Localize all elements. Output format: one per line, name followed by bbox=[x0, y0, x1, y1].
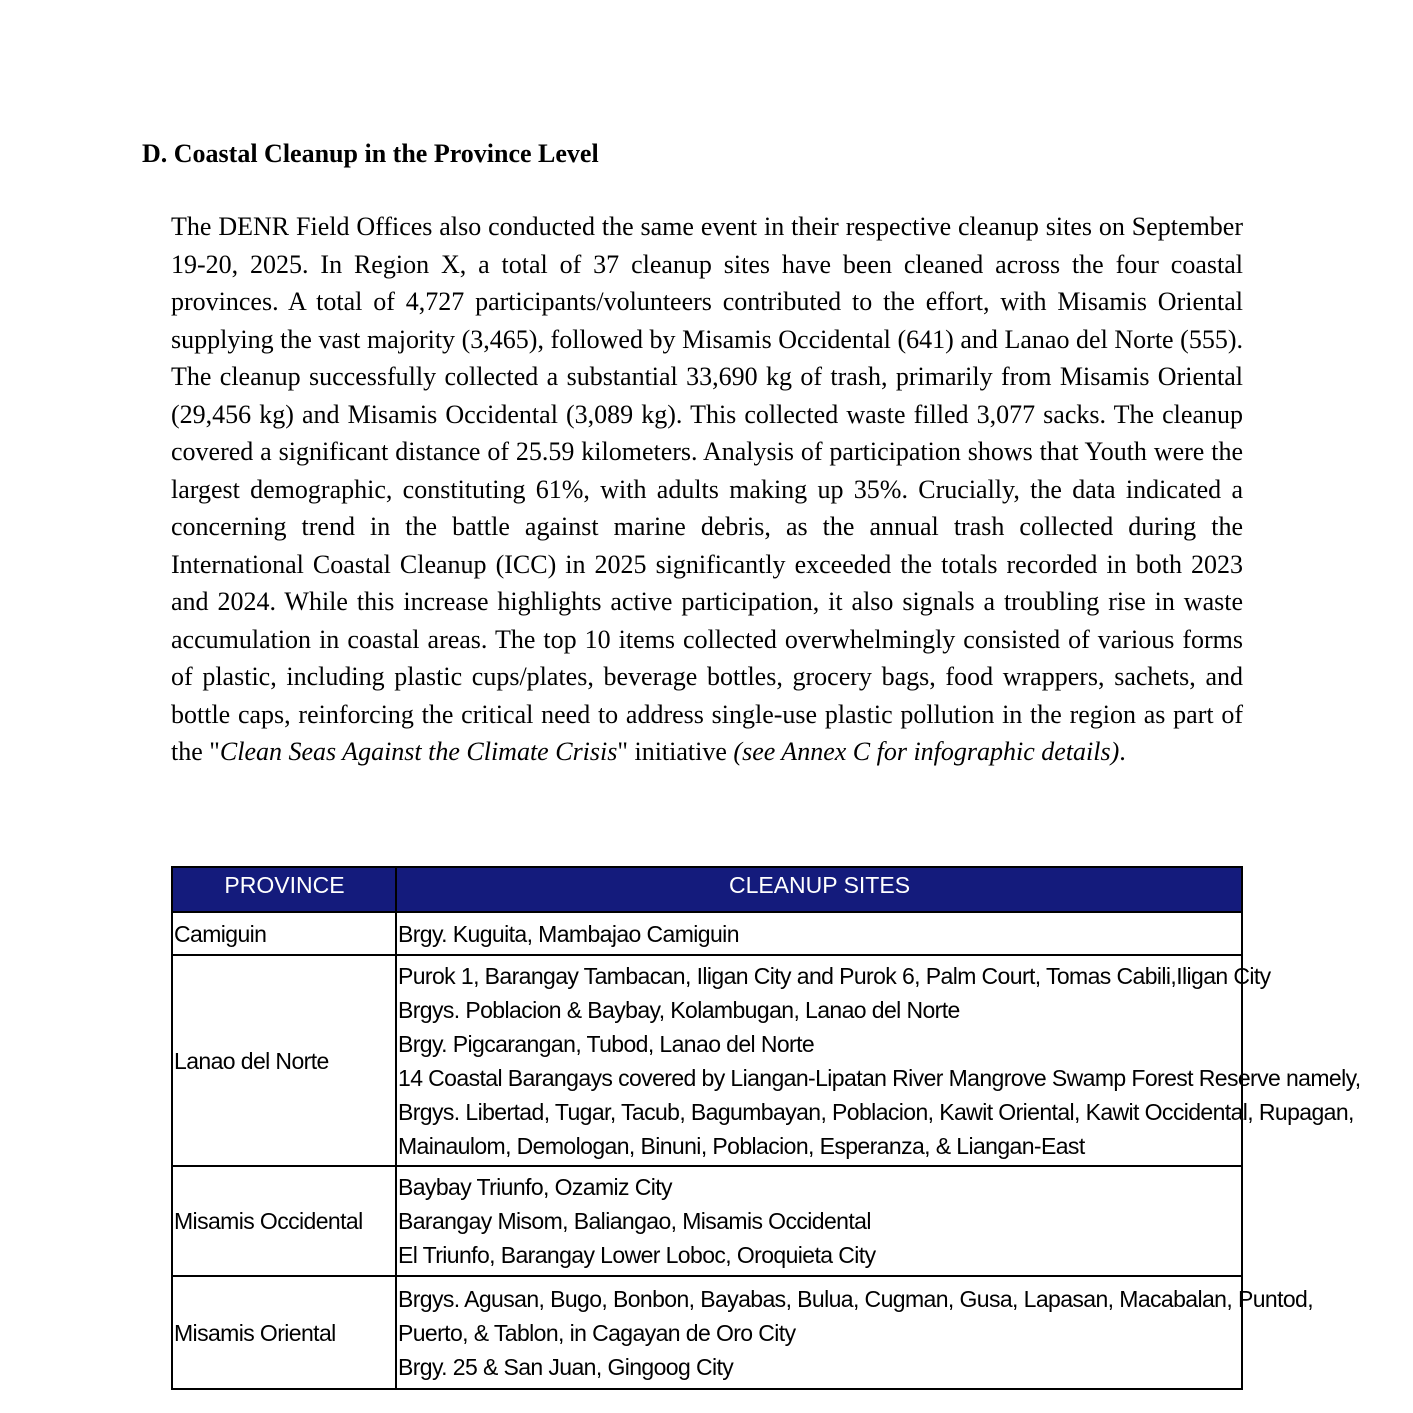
province-cell: Lanao del Norte bbox=[172, 955, 396, 1166]
site-line: Brgys. Poblacion & Baybay, Kolambugan, Lanao del Norte bbox=[398, 996, 960, 1023]
annex-note: (see Annex C for infographic details) bbox=[733, 737, 1120, 766]
table-row bbox=[172, 1166, 1242, 1276]
site-line: Brgys. Libertad, Tugar, Tacub, Bagumbayan, Poblacion, Kawit Oriental, Kawit Occidental, Rupagan, bbox=[398, 1098, 1354, 1125]
initiative-suffix: " initiative bbox=[617, 737, 734, 766]
table-row bbox=[172, 912, 1242, 955]
table-header-row bbox=[172, 867, 1242, 912]
paragraph-main-text: The DENR Field Offices also conducted the same event in their respective cleanup sites on September 19-20, 2025. In Region X, a total of 37 cleanup sites have been cleaned across the four coastal provinces. A total of 4,727 participants/volunteers contributed to the effort, with Misamis Oriental supplying the vast majority (3,465), followed by Misamis Occidental (641) and Lanao del Norte (555). The cleanup successfully collected a substantial 33,690 kg of trash, primarily from Misamis Oriental (29,456 kg) and Misamis Occidental (3,089 kg). This collected waste filled 3,077 sacks. The cleanup covered a significant distance of 25.59 kilometers. Analysis of participation shows that Youth were the largest demographic, constituting 61%, with adults making up 35%. Crucially, the data indicated a concerning trend in the battle against marine debris, as the annual trash collected during the International Coastal Cleanup (ICC) in 2025 significantly exceeded the totals recorded in both 2023 and 2024. While this increase highlights active participation, it also signals a troubling rise in waste accumulation in coastal areas. The top 10 items collected overwhelmingly consisted of various forms of plastic, including plastic cups/plates, beverage bottles, grocery bags, food wrappers, sachets, and bottle caps, reinforcing the critical need to address single-use plastic pollution in the region as part of the " bbox=[171, 212, 1243, 766]
sites-cell bbox=[396, 1166, 1242, 1276]
header-cleanup-sites: CLEANUP SITES bbox=[396, 867, 1242, 912]
sites-cell bbox=[396, 955, 1361, 1166]
site-line: Puerto, & Tablon, in Cagayan de Oro City bbox=[398, 1319, 796, 1346]
site-line: Brgy. Pigcarangan, Tubod, Lanao del Norte bbox=[398, 1030, 815, 1057]
site-line: Barangay Misom, Baliangao, Misamis Occidental bbox=[398, 1208, 871, 1234]
province-cell: Misamis Occidental bbox=[172, 1166, 396, 1276]
section-heading: D. Coastal Cleanup in the Province Level bbox=[142, 139, 599, 168]
site-line: 14 Coastal Barangays covered by Liangan-Lipatan River Mangrove Swamp Forest Reserve namely, bbox=[398, 1064, 1361, 1091]
header-province: PROVINCE bbox=[172, 867, 396, 912]
site-line: Brgys. Agusan, Bugo, Bonbon, Bayabas, Bulua, Cugman, Gusa, Lapasan, Macabalan, Puntod, bbox=[398, 1285, 1314, 1312]
sites-cell bbox=[396, 912, 1242, 955]
site-line: Brgy. 25 & San Juan, Gingoog City bbox=[398, 1353, 734, 1380]
table-row bbox=[172, 1276, 1242, 1389]
paragraph-end: . bbox=[1119, 737, 1126, 766]
table-row bbox=[172, 955, 1242, 1166]
sites-cell bbox=[396, 1276, 1314, 1389]
site-line: Purok 1, Barangay Tambacan, Iligan City and Purok 6, Palm Court, Tomas Cabili,Iligan City bbox=[398, 962, 1271, 989]
site-line: Brgy. Kuguita, Mambajao Camiguin bbox=[398, 920, 739, 947]
initiative-name: Clean Seas Against the Climate Crisis bbox=[219, 737, 618, 766]
cleanup-sites-table bbox=[171, 866, 1361, 1390]
body-paragraph bbox=[171, 208, 1243, 771]
site-line: Mainaulom, Demologan, Binuni, Poblacion, Esperanza, & Liangan-East bbox=[398, 1132, 1085, 1159]
site-line: El Triunfo, Barangay Lower Loboc, Oroquieta City bbox=[398, 1242, 876, 1268]
province-cell: Camiguin bbox=[172, 912, 396, 955]
site-line: Baybay Triunfo, Ozamiz City bbox=[398, 1174, 672, 1200]
province-cell: Misamis Oriental bbox=[172, 1276, 396, 1389]
